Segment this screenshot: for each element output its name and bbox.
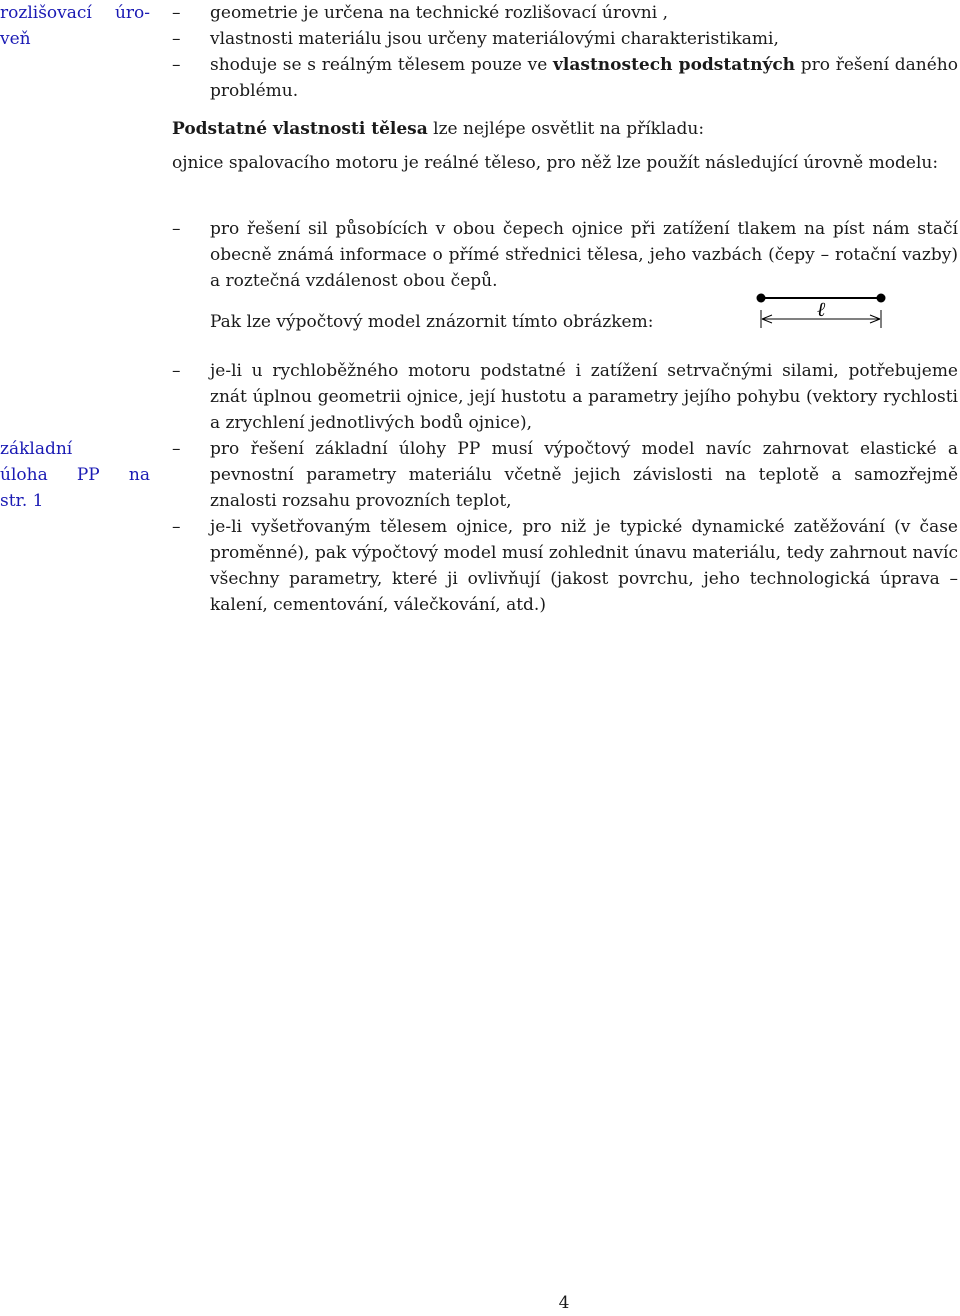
list-item: [172, 358, 958, 436]
pin-joint-right: [877, 294, 886, 303]
list-item-text: pro řešení základní úlohy PP musí výpočtový model navíc zahrnovat elastické a pevnostní parametry materiálu včetně jejich závislosti na teplotě a samozřejmě znalosti rozsahu provozních teplot,: [210, 439, 958, 511]
intro-paragraph: ojnice spalovacího motoru je reálné těleso, pro něž lze použít následující úrovně modelu:: [172, 153, 939, 173]
model-level-list: [172, 216, 958, 294]
list-item-text-start: shoduje se s reálným tělesem pouze ve: [210, 55, 554, 75]
essential-properties-text: lze nejlépe osvětlit na příkladu:: [427, 119, 705, 139]
margin-note-line: str. 1: [0, 491, 44, 511]
list-item: [172, 514, 958, 618]
dash-bullet: –: [172, 3, 181, 23]
list-item: [172, 0, 958, 26]
page-number: 4: [558, 1293, 570, 1313]
figure-caption: Pak lze výpočtový model znázornit tímto obrázkem:: [210, 312, 654, 332]
margin-note-basic-task: [0, 436, 150, 514]
list-item: [172, 52, 958, 104]
length-label: ℓ: [816, 297, 826, 321]
dash-bullet: –: [172, 517, 181, 537]
list-item-text: pro řešení sil působících v obou čepech ojnice při zatížení tlakem na píst nám stačí obecně známá informace o přímé střednici tělesa, jeho vazbách (čepy – rotační vazby) a roztečná vzdálenost obou čepů.: [210, 219, 958, 291]
dash-bullet: –: [172, 361, 181, 381]
list-item: [172, 436, 958, 514]
list-item-text: geometrie je určena na technické rozlišovací úrovni ,: [210, 3, 668, 23]
dash-bullet: –: [172, 29, 181, 49]
list-item-emphasis: vlastnostech podstatných: [553, 55, 796, 75]
dash-bullet: –: [172, 439, 181, 459]
margin-note-line: rozlišovací úro-: [0, 3, 150, 23]
margin-note-line: veň: [0, 29, 31, 49]
model-level-list-continued: [172, 358, 958, 618]
list-item-text: je-li u rychloběžného motoru podstatné i zatížení setrvačnými silami, potřebujeme znát úplnou geometrii ojnice, její hustotu a parametry jejího pohybu (vektory rychlosti a zrychlení jednotlivých bodů ojnice),: [210, 361, 958, 433]
connecting-rod-model-figure: [752, 288, 892, 332]
essential-properties-paragraph: [172, 116, 958, 142]
definition-list: [172, 0, 958, 104]
dash-bullet: –: [172, 55, 181, 75]
list-item: [172, 216, 958, 294]
list-item-text: je-li vyšetřovaným tělesem ojnice, pro niž je typické dynamické zatěžování (v čase proměnné), pak výpočtový model musí zohlednit únavu materiálu, tedy zahrnout navíc všechny parametry, které ji ovlivňují (jakost povrchu, jeho technologická úprava – kalení, cementování, válečkování, atd.): [210, 517, 958, 615]
essential-properties-heading: Podstatné vlastnosti tělesa: [172, 119, 428, 139]
list-item-text-end: pro řešení daného problému.: [210, 55, 958, 101]
margin-note-line: základní: [0, 439, 73, 459]
margin-note-resolution-level: [0, 0, 150, 52]
list-item: [172, 26, 958, 52]
pin-joint-left: [757, 294, 766, 303]
list-item-text: vlastnosti materiálu jsou určeny materiálovými charakteristikami,: [210, 29, 779, 49]
margin-note-line: úloha PP na: [0, 465, 150, 485]
dash-bullet: –: [172, 219, 181, 239]
